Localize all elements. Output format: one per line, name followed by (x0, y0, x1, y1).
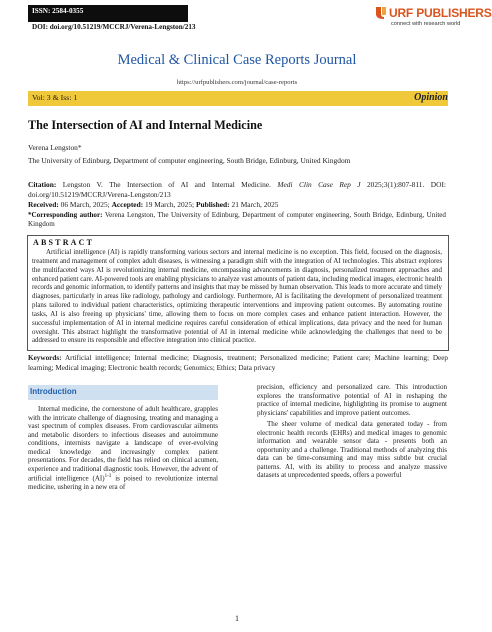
intro-citation-superscript: 1-3 (104, 474, 112, 479)
received-date: 06 March, 2025; (60, 200, 110, 209)
intro-right-paragraph-2: The sheer volume of medical data generated today - from electronic health records (EHRs) and medical images to genomic information and wearable sensor data - presents both an opportunity and a challenge. Traditional methods of analyzing this data can be time-consuming and may miss subtle but crucial patterns. AI, with its ability to process and analyze massive datasets at unprecedented speeds, offers a powerful (257, 420, 447, 479)
accepted-label: Accepted: (111, 200, 144, 209)
journal-url[interactable]: https://urfpublishers.com/journal/case-reports (176, 79, 298, 86)
published-label: Published: (195, 200, 230, 209)
citation (28, 180, 446, 200)
abstract-text: Artificial intelligence (AI) is rapidly transforming various sectors and internal medicine is no exception. This field, focused on the diagnosis, treatment and management of complex adult diseases, is witnessing a paradigm shift with the integration of AI technologies. This abstract explores the multifaceted ways AI is revolutionizing internal medicine, encompassing advancements in diagnosis, personalized treatment approaches and enhanced patient care. AI-powered tools are enabling physicians to analyze vast amounts of patient data, including medical images, electronic health records and genomic information, to identify patterns and insights that may be missed by human observation. This leads to more accurate and timely diagnoses, particularly in areas like radiology, pathology and cardiology. Furthermore, AI is facilitating the development of personalized treatment plans tailored to individual patient characteristics, optimizing therapeutic interventions and improving patient outcomes. By automating routine tasks, AI is also freeing up physicians' time, allowing them to focus on more complex cases and enhance patient interaction. However, the successful implementation of AI in internal medicine requires careful consideration of ethical implications, data privacy and the need for human oversight. This abstract highlight the transformative potential of AI in internal medicine while acknowledging the challenges that need to be addressed to ensure its responsible and effective integration into clinical practice. (32, 249, 442, 345)
volume-bar (28, 91, 448, 106)
doi-text[interactable]: DOI: doi.org/10.51219/MCCRJ/Verena-Lengston/213 (32, 23, 196, 31)
published-date: 21 March, 2025 (231, 200, 279, 209)
corresponding-author (28, 211, 446, 230)
keywords-label: Keywords: (28, 354, 62, 362)
intro-left-text-b: is poised to revolutionize internal medicine, ushering in a new era of (28, 474, 219, 491)
issn-text: ISSN: 2584-0355 (32, 7, 84, 15)
received-label: Received: (28, 200, 59, 209)
citation-journal: Medi Clin Case Rep J (277, 180, 361, 189)
corr-label: *Corresponding author: (28, 211, 103, 219)
abstract-heading: ABSTRACT (33, 238, 95, 247)
keywords-text: Artificial intelligence; Internal medicine; Diagnosis, treatment; Personalized medicine; Patient care; Machine learning; Deep learning; Medical imaging; Electronic health records; Genomics; Ethics; Data privacy (28, 354, 448, 372)
publisher-name: URF PUBLISHERS (389, 6, 492, 20)
citation-label: Citation: (28, 180, 57, 189)
article-title: The Intersection of AI and Internal Medicine (28, 118, 263, 132)
citation-rest: 2025;3(1):807-811. DOI: doi.org/10.51219/MCCRJ/Verena-Lengston/213 (28, 180, 446, 199)
intro-left-text-a: Internal medicine, the cornerstone of adult healthcare, grapples with the intricate challenge of diagnosing, treating and managing a vast spectrum of complex diseases. From cardiovascular ailments and metabolic disorders to infectious diseases and autoimmune conditions, internists navigate a landscape of ever-evolving medical knowledge and increasingly complex patient presentations. For decades, the field has relied on clinical acumen, experience and traditional diagnostic tools. However, the advent of artificial intelligence (AI) (28, 405, 218, 483)
journal-title: Medical & Clinical Case Reports Journal (117, 52, 357, 68)
volume-issue: Vol: 3 & Iss: 1 (32, 93, 78, 102)
publisher-logo-icon (373, 5, 389, 21)
citation-text: Lengston V. The Intersection of AI and Internal Medicine. (62, 180, 271, 189)
corr-text: Verena Lengston, The University of Edinburg, Department of computer engineering, South Bridge, Edinburg, United Kingdom (28, 211, 446, 229)
accepted-date: 19 March, 2025; (145, 200, 195, 209)
publisher-tagline: connect with research world (391, 21, 461, 27)
page-number: 1 (235, 614, 239, 623)
author-name: Verena Lengston* (28, 143, 82, 152)
intro-right-paragraph-1: precision, efficiency and personalized care. This introduction explores the transformative potential of AI in reshaping the practice of internal medicine, highlighting its promise to augment physicians' capabilities and improve patient outcomes. (257, 383, 447, 417)
article-type: Opinion (414, 92, 448, 103)
author-affiliation: The University of Edinburg, Department of computer engineering, South Bridge, Edinburg, United Kingdom (28, 156, 351, 165)
article-dates (28, 200, 446, 210)
introduction-heading: Introduction (30, 387, 77, 396)
publisher-logo (373, 3, 492, 33)
intro-left-column (28, 405, 218, 491)
keywords (28, 354, 448, 373)
intro-right-column (257, 383, 447, 483)
